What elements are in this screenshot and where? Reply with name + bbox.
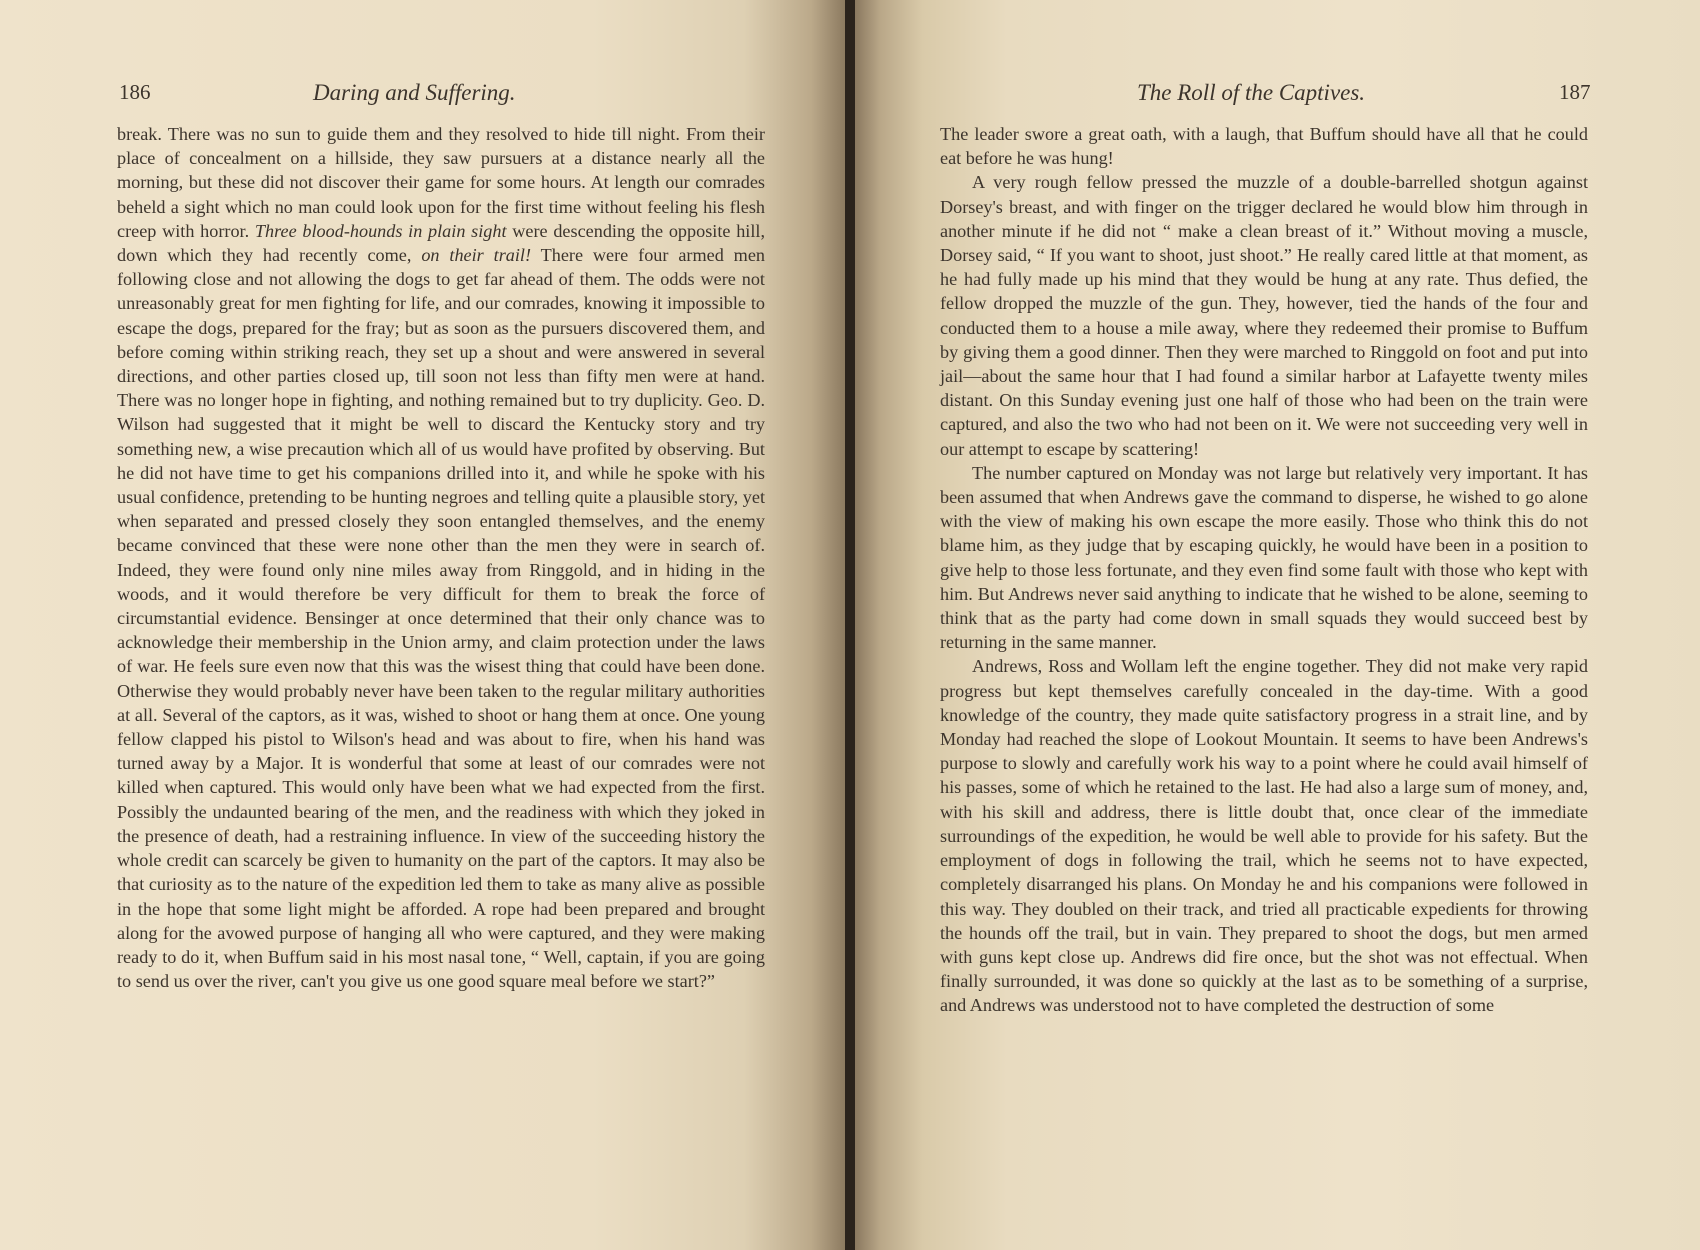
right-paragraph-2 [940,170,1588,460]
right-running-head: The Roll of the Captives. [1137,80,1366,105]
italic-text-run: Three blood-hounds in plain sight [254,220,507,241]
italic-text-run: on their trail! [421,245,532,266]
left-page-number: 186 [119,80,151,104]
text-run: The leader swore a great oath, with a laugh, that Buffum should have all that he could eat before he was hung! [940,124,1588,169]
text-run: break. There was no sun to guide them and they resolved to hide till night. From their place of concealment on a hillside, they saw pursuers at a distance nearly all the morning, but these did not discover their game for some hours. At length our comrades beheld a sight which no man could look upon for the first time without feeling his flesh creep with horror. [117,124,765,241]
text-run: Andrews, Ross and Wollam left the engine together. They did not make very rapid progress but kept themselves carefully concealed in the day-time. With a good knowledge of the country, they made quite satisfactory progress in a strait line, and by Monday had reached the slope of Lookout Mountain. It seems to have been Andrews's purpose to slowly and carefully work his way to a point where he could avail himself of his passes, some of which he retained to the last. He had also a large sum of money, and, with his skill and address, there is little doubt that, once clear of the immediate surroundings of the expedition, he would be well able to provide for his safety. But the employment of dogs in following the trail, which he seems not to have expected, completely disarranged his plans. On Monday he and his companions were followed in this way. They doubled on their track, and tried all practicable expedients for throwing the hounds off the trail, but in vain. They prepared to shoot the dogs, but men armed with guns kept close up. Andrews did fire once, but the shot was not effectual. When finally surrounded, it was done so quickly at the last as to be something of a surprise, and Andrews was understood not to have completed the destruction of some [940,656,1588,1016]
left-paragraph-1 [117,122,765,993]
right-page-body [940,122,1588,1018]
left-running-head: Daring and Suffering. [313,80,516,105]
right-page-number: 187 [1559,80,1591,104]
right-paragraph-4 [940,654,1588,1017]
right-paragraph-3 [940,461,1588,655]
text-run: were descending the opposite hill, down which they had recently come, [117,220,765,266]
left-page [0,0,845,1250]
text-run: There were four armed men following close and not allowing the dogs to get far ahead of them. The odds were not unreasonably great for men fighting for life, and our comrades, knowing it impossible to escape the dogs, prepared for the fray; but as soon as the pursuers discovered them, and before coming within striking reach, they set up a shout and were answered in several directions, and other parties closed up, till soon not less than fifty men were at hand. There was no longer hope in fighting, and nothing remained but to try duplicity. Geo. D. Wilson had suggested that it might be well to discard the Kentucky story and try something new, a wise precaution which all of us would have profited by observing. But he did not have time to get his companions drilled into it, and while he spoke with his usual confidence, pretending to be hunting negroes and telling quite a plausible story, yet when separated and pressed closely they soon entangled themselves, and the enemy became convinced that these were none other than the men they were in search of. Indeed, they were found only nine miles away from Ringgold, and in hiding in the woods, and it would therefore be very difficult for them to break the force of circumstantial evidence. Bensinger at once determined that their only chance was to acknowledge their membership in the Union army, and claim protection under the laws of war. He feels sure even now that this was the wisest thing that could have been done. Otherwise they would probably never have been taken to the regular military authorities at all. Several of the captors, as it was, wished to shoot or hang them at once. One young fellow clapped his pistol to Wilson's head and was about to fire, when his hand was turned away by a Major. It is wonderful that some at least of our comrades were not killed when captured. This would only have been what we had expected from the first. Possibly the undaunted bearing of the men, and the readiness with which they joked in the presence of death, had a restraining influence. In view of the succeeding history the whole credit can scarcely be given to humanity on the part of the captors. It may also be that curiosity as to the nature of the expedition led them to take as many alive as possible in the hope that some light might be afforded. A rope had been prepared and brought along for the avowed purpose of hanging all who were captured, and they were making ready to do it, when Buffum said in his most nasal tone, “ Well, captain, if you are going to send us over the river, can't you give us one good square meal before we start?” [117,245,766,992]
right-paragraph-1 [940,122,1588,170]
book-gutter [845,0,855,1250]
text-run: The number captured on Monday was not large but relatively very important. It has been assumed that when Andrews gave the command to disperse, he wished to go alone with the view of making his own escape the more easily. Those who think this do not blame him, as they judge that by escaping quickly, he would have been in a position to give help to those less fortunate, and they even find some fault with those who kept with him. But Andrews never said anything to indicate that he wished to be alone, seeming to think that as the party had come down in small squads they would succeed best by returning in the same manner. [940,462,1588,653]
right-page [855,0,1700,1250]
left-page-body [117,122,765,993]
text-run: A very rough fellow pressed the muzzle of a double-barrelled shotgun against Dorsey's breast, and with finger on the trigger declared he would blow him through in another minute if he did not “ make a clean breast of it.” Without moving a muscle, Dorsey said, “ If you want to shoot, just shoot.” He really cared little at that moment, as he had fully made up his mind that they would be hung at any rate. Thus defied, the fellow dropped the muzzle of the gun. They, however, tied the hands of the four and conducted them to a house a mile away, where they redeemed their promise to Buffum by giving them a good dinner. Then they were marched to Ringgold on foot and put into jail—about the same hour that I had found a similar harbor at Lafayette twenty miles distant. On this Sunday evening just one half of those who had been on the train were captured, and also the two who had not been on it. We were not succeeding very well in our attempt to escape by scattering! [940,172,1588,459]
